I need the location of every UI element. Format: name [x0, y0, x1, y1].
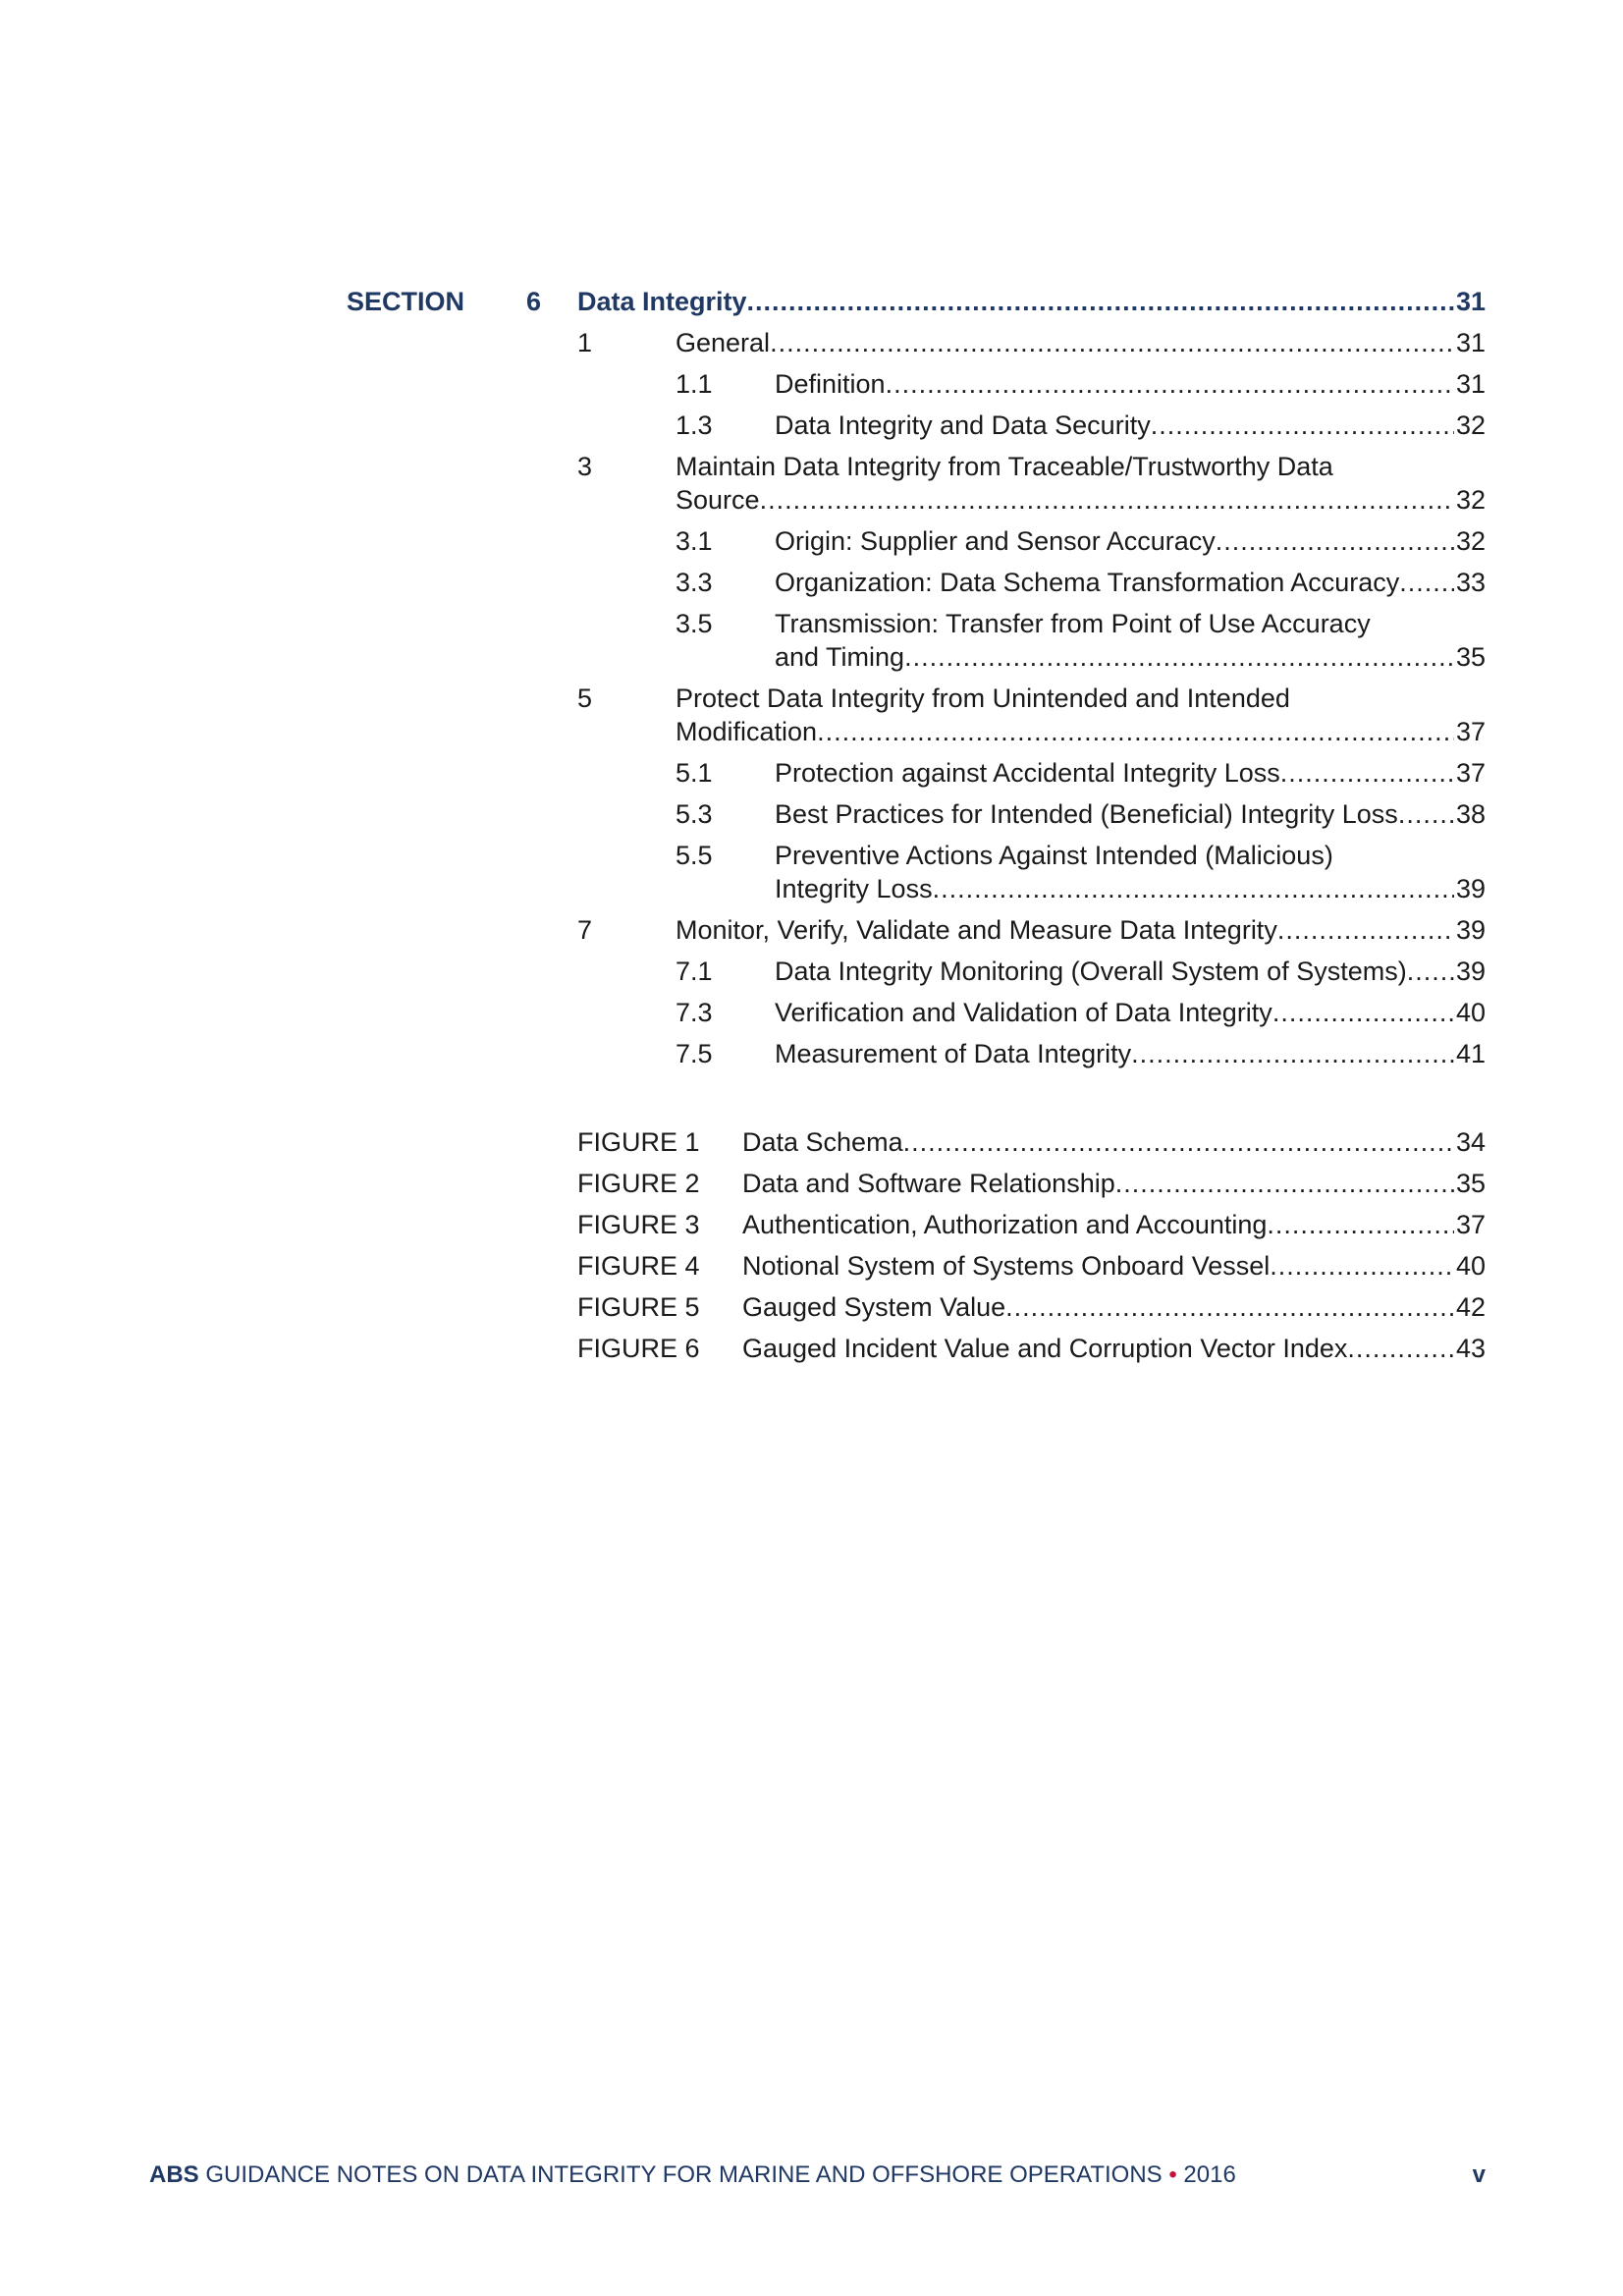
- toc-entry[interactable]: Organization: Data Schema Transformation Accuracy ..... 33: [775, 566, 1486, 599]
- toc-entry[interactable]: Definition ..... 31: [775, 367, 1486, 401]
- entry-number: 7.5: [676, 1039, 713, 1068]
- figure-label: FIGURE 2: [577, 1169, 700, 1198]
- section-title: Data Integrity: [577, 287, 747, 316]
- page-footer: [149, 2160, 1486, 2190]
- figure-label: FIGURE 4: [577, 1251, 700, 1281]
- entry-number: 3: [577, 452, 593, 481]
- entry-number: 7.1: [676, 957, 713, 986]
- toc-entry[interactable]: Measurement of Data Integrity ..... 41: [775, 1037, 1486, 1070]
- section-title-entry[interactable]: [577, 285, 1486, 318]
- entry-number: 7.3: [676, 998, 713, 1027]
- entry-number: 3.3: [676, 568, 713, 597]
- figure-entry[interactable]: Gauged System Value ..... 42: [742, 1290, 1486, 1324]
- entry-number: 5: [577, 683, 593, 713]
- figure-label: FIGURE 3: [577, 1210, 700, 1239]
- entry-number: 7: [577, 915, 593, 945]
- section-number: 6: [526, 287, 542, 316]
- figure-label: FIGURE 6: [577, 1334, 700, 1363]
- entry-number: 1.3: [676, 410, 713, 440]
- toc-entry[interactable]: Data Integrity Monitoring (Overall System of Systems) ..... 39: [775, 955, 1486, 988]
- footer-brand: ABS: [149, 2161, 199, 2188]
- toc-entry-line1: Transmission: Transfer from Point of Use Accuracy: [775, 609, 1371, 638]
- toc-entry[interactable]: Verification and Validation of Data Integrity ..... 40: [775, 996, 1486, 1029]
- footer-bullet: •: [1168, 2161, 1177, 2188]
- figure-label: FIGURE 5: [577, 1292, 700, 1322]
- toc-entry[interactable]: Protection against Accidental Integrity Loss ..... 37: [775, 756, 1486, 790]
- toc-entry[interactable]: Best Practices for Intended (Beneficial) Integrity Loss ..... 38: [775, 797, 1486, 831]
- figure-entry[interactable]: Data and Software Relationship ..... 35: [742, 1167, 1486, 1200]
- figure-entry[interactable]: Notional System of Systems Onboard Vessel ..... 40: [742, 1249, 1486, 1283]
- entry-number: 5.3: [676, 799, 713, 829]
- footer-title: GUIDANCE NOTES ON DATA INTEGRITY FOR MARINE AND OFFSHORE OPERATIONS: [205, 2161, 1163, 2188]
- toc-entry[interactable]: Modification ..... 37: [676, 715, 1486, 748]
- toc-entry-line1: Protect Data Integrity from Unintended and Intended: [676, 683, 1290, 713]
- figure-entry[interactable]: Authentication, Authorization and Accounting ..... 37: [742, 1208, 1486, 1241]
- footer-year: 2016: [1183, 2161, 1236, 2188]
- toc-entry[interactable]: General ..... 31: [676, 326, 1486, 359]
- figure-entry[interactable]: Gauged Incident Value and Corruption Vector Index ..... 43: [742, 1332, 1486, 1365]
- toc-entry[interactable]: Monitor, Verify, Validate and Measure Data Integrity ..... 39: [676, 913, 1486, 947]
- footer-page-number: v: [1472, 2161, 1486, 2188]
- entry-number: 3.5: [676, 609, 713, 638]
- section-label: SECTION: [347, 287, 465, 316]
- toc-entry-line1: Preventive Actions Against Intended (Malicious): [775, 841, 1333, 870]
- entry-number: 5.1: [676, 758, 713, 788]
- figure-label: FIGURE 1: [577, 1127, 700, 1157]
- toc-entry[interactable]: Source ..... 32: [676, 483, 1486, 517]
- section-page: 31: [1455, 287, 1486, 316]
- toc-entry[interactable]: Integrity Loss ..... 39: [775, 872, 1486, 905]
- entry-number: 1: [577, 328, 593, 357]
- entry-number: 5.5: [676, 841, 713, 870]
- entry-number: 3.1: [676, 526, 713, 556]
- toc-entry[interactable]: Data Integrity and Data Security ..... 32: [775, 409, 1486, 442]
- figure-entry[interactable]: Data Schema ..... 34: [742, 1125, 1486, 1159]
- toc-entry[interactable]: and Timing ..... 35: [775, 640, 1486, 674]
- toc-entry[interactable]: Origin: Supplier and Sensor Accuracy ..... 32: [775, 524, 1486, 558]
- entry-number: 1.1: [676, 369, 713, 399]
- toc-entry-line1: Maintain Data Integrity from Traceable/Trustworthy Data: [676, 452, 1333, 481]
